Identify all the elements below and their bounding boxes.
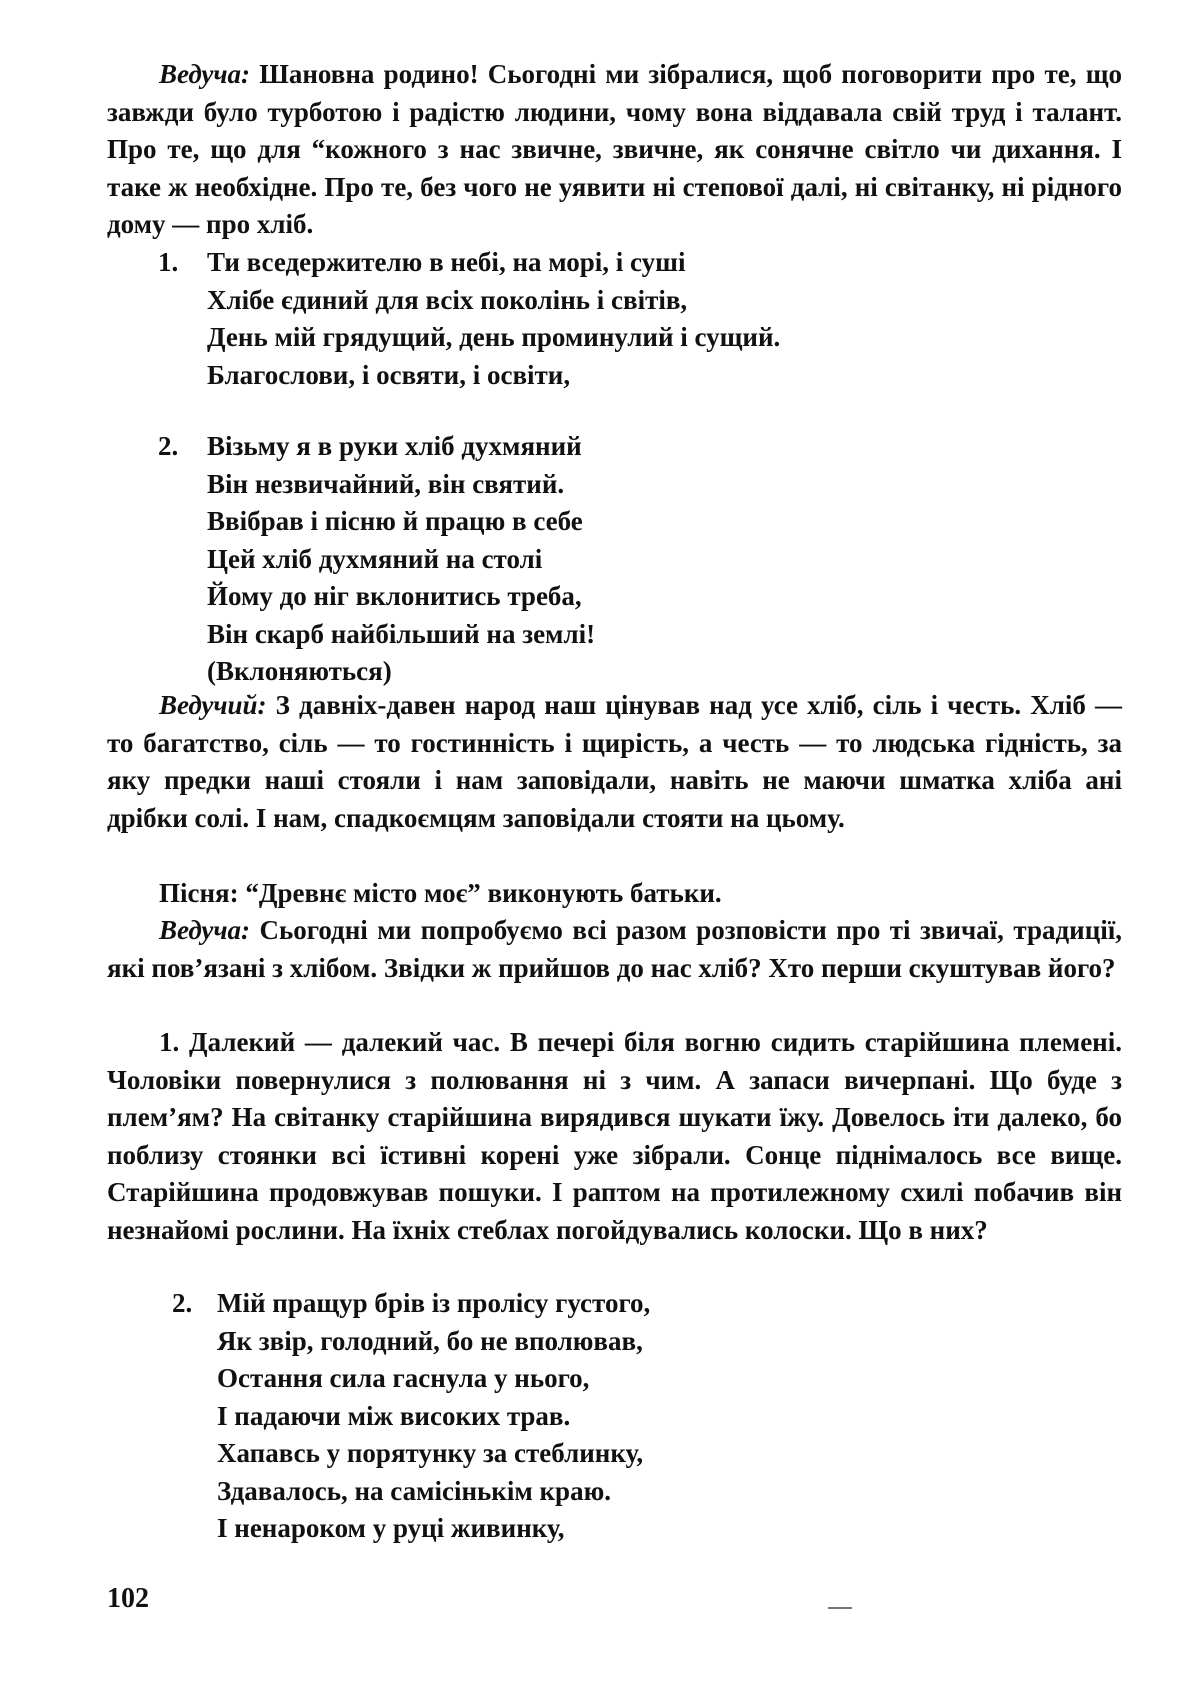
intro-text: Шановна родино! Сьогодні ми зібралися, щоб поговорити про те, що завжди було турботою і радістю людини, чому вона віддавала свій труд і талант. Про те, що для “кожного з нас звичне, звичне, як сонячне світло чи дихання. І таке ж необхідне. Про те, без чого не уявити ні степової далі, ні світанку, ні рідного дому — про хліб. bbox=[107, 59, 1122, 239]
host-paragraph-2 bbox=[107, 912, 1122, 987]
poem-line: Хлібе єдиний для всіх поколінь і світів, bbox=[207, 284, 688, 315]
stanza-number: 2. bbox=[172, 1288, 193, 1318]
speaker-label: Ведуча: bbox=[159, 915, 251, 945]
stage-direction: (Вклоняються) bbox=[207, 656, 392, 686]
intro-paragraph bbox=[107, 56, 1122, 244]
speaker-label: Ведучий: bbox=[159, 690, 267, 720]
poem-line: Візьму я в руки хліб духмяний bbox=[207, 431, 582, 461]
poem-line: Здавалось, на самісінькім краю. bbox=[217, 1475, 611, 1506]
poem-line: День мій грядущий, день проминулий і сущий. bbox=[207, 322, 781, 352]
poem-line: Як звір, голодний, бо не вполював, bbox=[217, 1325, 643, 1356]
song-line bbox=[107, 875, 1122, 913]
poem-line: Ввібрав і пісню й працю в себе bbox=[207, 506, 583, 536]
story-paragraph bbox=[107, 1024, 1122, 1249]
scan-mark bbox=[828, 1607, 852, 1609]
host-text: Сьогодні ми попробуємо всі разом розповісти про ті звичаї, традиції, які пов’язані з хлібом. Звідки ж прийшов до нас хліб? Хто перши скуштував його? bbox=[107, 915, 1122, 983]
stanza-number: 2. bbox=[158, 431, 179, 461]
poem-line: І ненароком у руці живинку, bbox=[217, 1513, 565, 1543]
poem-line: І падаючи між високих трав. bbox=[217, 1400, 571, 1431]
poem-line: Він незвичайний, він святий. bbox=[207, 468, 565, 499]
poem-line: Цей хліб духмяний на столі bbox=[207, 543, 543, 574]
song-text: Пісня: “Древнє місто моє” виконують батьки. bbox=[159, 878, 722, 908]
poem-line: Благослови, і освяти, і освіти, bbox=[207, 359, 571, 390]
poem-line: Мій пращур брів із пролісу густого, bbox=[217, 1288, 651, 1318]
speaker-label: Ведуча: bbox=[159, 59, 251, 89]
story-text: 1. Далекий — далекий час. В печері біля вогню сидить старійшина племені. Чоловіки повернулися з полювання ні з чим. А запаси вичерпані. Що буде з плем’ям? На світанку старійшина вирядився шукати їжу. Довелось іти далеко, бо поблизу стоянки всі їстивні корені уже зібрали. Сонце піднімалось все вище. Старійшина продовжував пошуки. І раптом на протилежному схилі побачив він незнайомі рослини. На їхніх стеблах погойдувались колоски. Що в них? bbox=[107, 1027, 1122, 1245]
host-text: З давніх-давен народ наш цінував над усе хліб, сіль і честь. Хліб — то багатство, сіль — то гостинність і щирість, а честь — то людська гідність, за яку предки наші стояли і нам заповідали, навіть не маючи шматка хліба ані дрібки солі. І нам, спадкоємцям заповідали стояти на цьому. bbox=[107, 690, 1122, 833]
poem-line: Остання сила гаснула у нього, bbox=[217, 1363, 590, 1393]
page-number: 102 bbox=[107, 1583, 149, 1614]
poem-line: Він скарб найбільший на землі! bbox=[207, 618, 596, 649]
poem-line: Хапавсь у порятунку за стеблинку, bbox=[217, 1438, 644, 1468]
stanza-number: 1. bbox=[158, 247, 179, 277]
poem-line: Ти вседержителю в небі, на морі, і суші bbox=[207, 247, 686, 277]
host-paragraph bbox=[107, 687, 1122, 837]
poem-line: Йому до ніг вклонитись треба, bbox=[207, 581, 582, 611]
